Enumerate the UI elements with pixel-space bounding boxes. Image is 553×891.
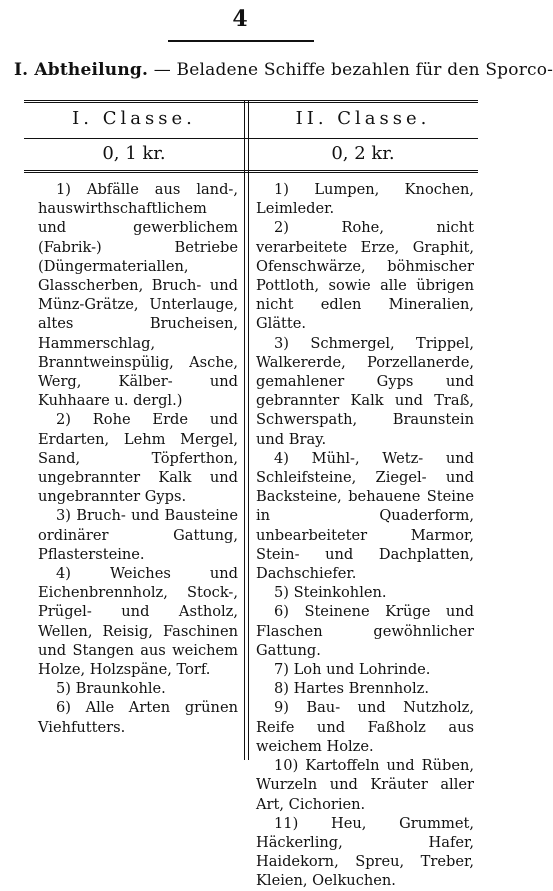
list-item: 8) Hartes Brennholz.: [274, 680, 429, 698]
class-1-rate: 0, 1 kr.: [102, 143, 166, 164]
list-item: 2) Rohe, nicht verarbeitete Erze, Graphit, Ofenschwärze, böhmischer Pottloth, sowie alle übrigen nicht edlen Mineralien, Glätte.: [256, 219, 474, 333]
tariff-table: [24, 100, 478, 890]
list-item: 11) Heu, Grummet, Häckerling, Hafer, Haidekorn, Spreu, Treber, Kleien, Oelkuchen.: [256, 814, 474, 890]
list-item: 10) Kartoffeln und Rüben, Wurzeln und Kräuter aller Art, Cichorien.: [256, 757, 474, 813]
list-item: 5) Braunkohle.: [56, 680, 166, 698]
section-heading-text: — Beladene Schiffe bezahlen für den Sporco-: [153, 60, 553, 80]
list-item: 4) Mühl-, Wetz- und Schleifsteine, Ziegel- und Backsteine, behauene Steine in Quaderform, unbearbeiteter Marmor, Stein- und Dachplatten, Dachschiefer.: [256, 449, 474, 583]
list-item: 1) Abfälle aus land-, hauswirthschaftlichem und gewerblichem (Fabrik-) Betriebe (Düngermateriallen, Glasscherben, Bruch- und Münz-Grätze, Unterlauge, altes Brucheisen, Hammerschlag, Branntweinspülig, Asche, Werg, Kälber- und Kuhhaare u. dergl.): [38, 181, 238, 410]
class-2-rate: 0, 2 kr.: [331, 143, 395, 164]
list-item: 4) Weiches und Eichenbrennholz, Stock-, Prügel- und Astholz, Wellen, Reisig, Faschinen und Stangen aus weichem Holze, Holzspäne, Torf.: [38, 565, 238, 679]
table-header-rule: [24, 138, 478, 139]
list-item: 7) Loh und Lohrinde.: [274, 661, 431, 679]
table-top-rule: [24, 100, 478, 103]
list-item: 3) Bruch- und Bausteine ordinärer Gattung, Pflastersteine.: [38, 507, 238, 563]
class-2-items: [256, 180, 474, 891]
list-item: 9) Bau- und Nutzholz, Reife und Faßholz aus weichem Holze.: [256, 699, 474, 755]
list-item: 2) Rohe Erde und Erdarten, Lehm Mergel, Sand, Töpferthon, ungebrannter Kalk und ungebrannter Gyps.: [38, 411, 238, 506]
class-2-header: II. Classe.: [295, 108, 431, 129]
list-item: 5) Steinkohlen.: [274, 584, 387, 602]
column-divider: [244, 100, 245, 760]
page-number: 4: [232, 6, 248, 32]
column-divider: [248, 100, 249, 760]
page-rule: [168, 40, 314, 42]
class-1-items: [38, 180, 238, 737]
class-1-header: I. Classe.: [72, 108, 196, 129]
section-heading: [14, 60, 553, 80]
list-item: 1) Lumpen, Knochen, Leimleder.: [256, 181, 474, 218]
table-rate-rule: [24, 170, 478, 173]
list-item: 6) Alle Arten grünen Viehfutters.: [38, 699, 238, 736]
list-item: 3) Schmergel, Trippel, Walkererde, Porzellanerde, gemahlener Gyps und gebrannter Kalk und Traß, Schwerspath, Braunstein und Bray.: [256, 334, 474, 448]
list-item: 6) Steinene Krüge und Flaschen gewöhnlicher Gattung.: [256, 603, 474, 659]
section-heading-prefix: I. Abtheilung.: [14, 60, 149, 80]
